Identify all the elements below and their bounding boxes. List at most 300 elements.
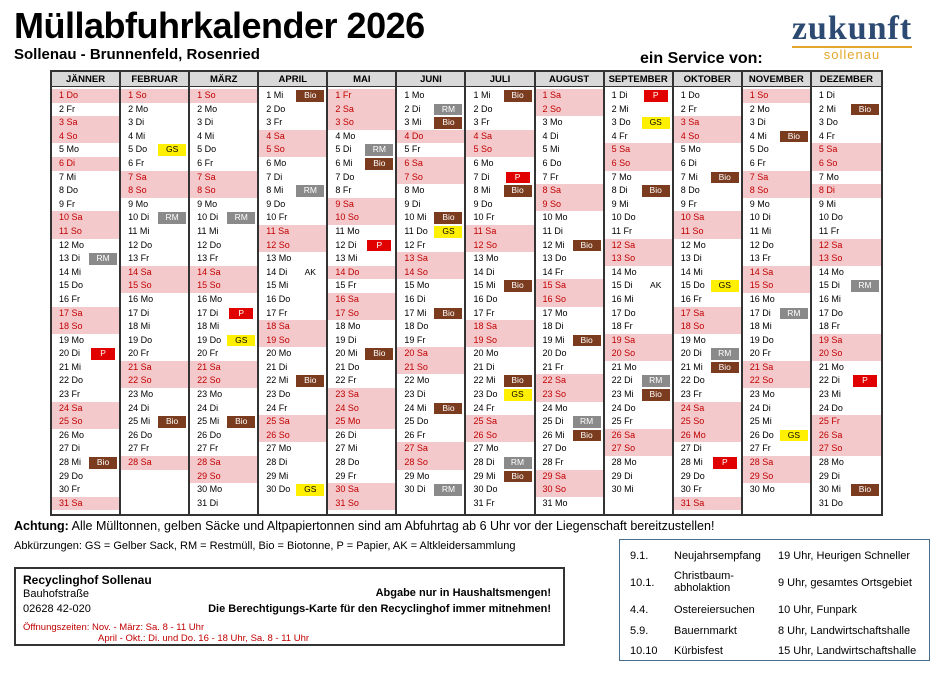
day-cell [536, 470, 603, 484]
collection-tag: Bio [89, 457, 117, 469]
day-cell [605, 361, 672, 375]
day-cell [536, 293, 603, 307]
day-cell [328, 266, 395, 280]
collection-tag: Bio [573, 430, 601, 442]
day-label: 14 Mo [611, 266, 637, 277]
day-cell [52, 361, 119, 375]
day-cell [605, 239, 672, 253]
day-cell [52, 374, 119, 388]
day-label: 6 Di [680, 157, 697, 168]
day-cell [397, 402, 464, 416]
day-label: 30 Mo [197, 484, 223, 495]
month-header: OKTOBER [674, 72, 741, 87]
day-label: 16 Do [473, 293, 498, 304]
day-cell [812, 279, 881, 293]
event-row [620, 546, 929, 566]
day-label: 27 Fr [749, 443, 771, 454]
day-label: 8 Do [59, 185, 79, 196]
day-label: 7 Fr [542, 171, 559, 182]
day-label: 19 Do [749, 334, 774, 345]
day-cell [536, 456, 603, 470]
day-cell [52, 130, 119, 144]
day-cell [466, 456, 533, 470]
day-label: 5 Mo [680, 144, 701, 155]
day-cell [52, 239, 119, 253]
day-label: 28 So [404, 457, 428, 468]
day-label: 27 Mo [266, 443, 292, 454]
day-cell [536, 334, 603, 348]
day-cell [190, 157, 257, 171]
day-cell [121, 279, 188, 293]
day-cell [605, 252, 672, 266]
day-cell [466, 89, 533, 103]
day-label: 27 Di [680, 443, 702, 454]
day-cell [259, 130, 326, 144]
day-cell [743, 334, 810, 348]
recycling-hours-1: Öffnungszeiten: Nov. - März: Sa. 8 - 11 Uhr [23, 622, 205, 633]
day-label: 13 So [818, 253, 843, 264]
day-label: 27 Fr [197, 443, 219, 454]
recycling-title: Recyclinghof Sollenau [23, 573, 152, 587]
day-cell [674, 198, 741, 212]
day-label: 3 So [335, 117, 354, 128]
day-label: 3 Di [128, 117, 145, 128]
day-cell [52, 143, 119, 157]
day-label: 5 Fr [404, 144, 421, 155]
month-header: DEZEMBER [812, 72, 881, 87]
day-cell [466, 198, 533, 212]
day-cell [466, 442, 533, 456]
day-label: 23 Sa [335, 389, 359, 400]
day-label: 2 Mi [818, 103, 836, 114]
day-cell [743, 89, 810, 103]
day-cell [328, 374, 395, 388]
day-label: 2 Fr [59, 103, 76, 114]
day-cell [259, 320, 326, 334]
day-cell [743, 429, 810, 443]
day-cell [259, 157, 326, 171]
day-label: 21 Do [335, 361, 360, 372]
day-label: 4 Sa [266, 130, 285, 141]
month-header: JULI [466, 72, 533, 87]
day-label: 27 Fr [128, 443, 150, 454]
day-label: 16 Fr [59, 293, 81, 304]
day-label: 14 Mi [59, 266, 82, 277]
event-info: 19 Uhr, Heurigen Schneller [778, 550, 911, 562]
day-label: 4 Fr [611, 130, 628, 141]
day-cell [605, 456, 672, 470]
day-cell [466, 374, 533, 388]
day-label: 29 Do [680, 470, 705, 481]
day-label: 28 Do [335, 457, 360, 468]
day-label: 18 Do [404, 321, 429, 332]
day-cell [466, 130, 533, 144]
day-label: 21 Mo [818, 361, 844, 372]
day-label: 12 Di [335, 239, 357, 250]
day-cell [121, 198, 188, 212]
day-label: 4 Mi [749, 130, 767, 141]
day-label: 11 Sa [266, 225, 290, 236]
day-label: 24 Sa [680, 402, 705, 413]
day-label: 16 Mo [749, 293, 775, 304]
collection-tag: GS [642, 117, 670, 129]
day-label: 28 Mi [59, 457, 82, 468]
day-cell [605, 198, 672, 212]
day-cell [743, 184, 810, 198]
day-label: 18 Mo [335, 321, 361, 332]
day-cell [121, 266, 188, 280]
day-cell [743, 198, 810, 212]
day-cell [190, 184, 257, 198]
month-column [743, 72, 812, 514]
day-cell [190, 442, 257, 456]
day-label: 18 So [59, 321, 83, 332]
day-cell [812, 307, 881, 321]
events-box [619, 539, 930, 661]
day-cell [397, 130, 464, 144]
day-label: 10 Fr [266, 212, 288, 223]
day-cell [397, 361, 464, 375]
day-label: 24 Di [749, 402, 771, 413]
month-column [121, 72, 190, 514]
day-cell [397, 483, 464, 497]
day-label: 9 Fr [680, 198, 697, 209]
day-cell [674, 307, 741, 321]
day-label: 11 Mi [128, 225, 150, 236]
day-cell [52, 320, 119, 334]
day-label: 29 Mi [473, 470, 496, 481]
day-label: 12 Mi [542, 239, 565, 250]
day-cell [328, 320, 395, 334]
recycling-hours-2: April - Okt.: Di. und Do. 16 - 18 Uhr, Sa. 8 - 11 Uhr [98, 633, 310, 644]
day-label: 29 So [749, 470, 774, 481]
day-cell [328, 361, 395, 375]
day-label: 2 Mo [749, 103, 770, 114]
day-label: 25 Fr [818, 416, 840, 427]
day-cell [812, 402, 881, 416]
day-label: 17 Do [611, 307, 636, 318]
day-cell [812, 225, 881, 239]
day-label: 8 Fr [335, 185, 352, 196]
day-cell [605, 89, 672, 103]
day-cell [52, 347, 119, 361]
day-cell [674, 347, 741, 361]
day-label: 3 Di [197, 117, 214, 128]
month-header: SEPTEMBER [605, 72, 672, 87]
collection-tag: Bio [296, 90, 324, 102]
day-cell [674, 497, 741, 511]
month-header: MÄRZ [190, 72, 257, 87]
day-label: 27 Do [542, 443, 567, 454]
day-cell [605, 320, 672, 334]
day-label: 30 Do [473, 484, 498, 495]
day-cell [259, 483, 326, 497]
day-label: 14 Sa [128, 266, 152, 277]
day-cell [328, 388, 395, 402]
day-cell [466, 497, 533, 511]
day-label: 25 Mi [197, 416, 220, 427]
day-label: 21 Sa [749, 361, 774, 372]
day-label: 16 Fr [680, 293, 702, 304]
day-label: 18 Di [542, 321, 564, 332]
day-label: 27 So [611, 443, 636, 454]
day-cell [812, 334, 881, 348]
day-label: 10 Mi [404, 212, 427, 223]
day-label: 22 Mi [473, 375, 496, 386]
day-label: 21 So [404, 361, 428, 372]
day-label: 1 Fr [335, 90, 352, 100]
day-label: 5 Sa [818, 144, 838, 155]
day-label: 7 Mo [818, 171, 839, 182]
day-cell [121, 456, 188, 470]
day-label: 1 Sa [542, 90, 562, 100]
day-label: 5 Mi [542, 144, 560, 155]
day-cell [466, 470, 533, 484]
day-label: 19 Di [335, 334, 357, 345]
day-cell [121, 347, 188, 361]
day-cell [190, 429, 257, 443]
day-cell [190, 334, 257, 348]
calendar-grid [50, 70, 883, 516]
day-cell [605, 211, 672, 225]
collection-tag: Bio [711, 172, 739, 184]
day-cell [605, 442, 672, 456]
day-label: 16 Mo [128, 293, 154, 304]
day-label: 24 Mo [542, 402, 568, 413]
day-label: 11 Fr [611, 225, 632, 236]
day-label: 4 So [680, 130, 700, 141]
day-label: 15 Sa [542, 280, 567, 291]
month-header: FEBRUAR [121, 72, 188, 87]
day-label: 30 Sa [335, 484, 359, 495]
day-cell [190, 143, 257, 157]
day-label: 2 Mi [611, 103, 629, 114]
day-cell [743, 171, 810, 185]
day-cell [397, 225, 464, 239]
day-cell [674, 402, 741, 416]
day-cell [812, 239, 881, 253]
day-label: 9 Mi [611, 198, 629, 209]
day-cell [536, 103, 603, 117]
day-cell [536, 388, 603, 402]
day-label: 26 Mo [680, 429, 706, 440]
day-cell [121, 211, 188, 225]
event-date: 4.4. [630, 604, 649, 616]
day-cell [397, 334, 464, 348]
collection-tag: RM [434, 484, 462, 496]
abbreviations: Abkürzungen: GS = Gelber Sack, RM = Restmüll, Bio = Biotonne, P = Papier, AK = Altkleidersammlung [14, 540, 516, 552]
day-label: 12 So [473, 239, 497, 250]
day-cell [328, 184, 395, 198]
collection-tag: RM [642, 375, 670, 387]
page-subtitle: Sollenau - Brunnenfeld, Rosenried [14, 46, 260, 63]
day-label: 22 So [128, 375, 152, 386]
day-cell [466, 116, 533, 130]
day-cell [674, 211, 741, 225]
collection-tag: P [506, 172, 530, 184]
day-cell [121, 171, 188, 185]
day-cell [536, 116, 603, 130]
day-label: 8 So [749, 185, 769, 196]
day-cell [812, 157, 881, 171]
day-cell [397, 143, 464, 157]
event-info: 15 Uhr, Landwirtschaftshalle [778, 645, 917, 657]
day-label: 15 So [128, 280, 152, 291]
day-label: 29 Mi [266, 470, 289, 481]
day-cell [328, 225, 395, 239]
day-label: 13 Di [59, 253, 81, 264]
day-cell [743, 279, 810, 293]
day-cell [190, 456, 257, 470]
day-cell [674, 266, 741, 280]
day-cell [466, 143, 533, 157]
day-label: 12 Do [197, 239, 222, 250]
day-cell [190, 89, 257, 103]
day-label: 11 Di [542, 225, 563, 236]
day-label: 18 Mi [749, 321, 772, 332]
day-label: 29 Sa [542, 470, 567, 481]
day-cell [328, 442, 395, 456]
collection-tag: RM [573, 416, 601, 428]
day-label: 13 Sa [404, 253, 428, 264]
day-label: 7 Sa [749, 171, 769, 182]
day-cell [466, 293, 533, 307]
day-cell [397, 374, 464, 388]
day-cell [674, 429, 741, 443]
day-label: 1 So [749, 90, 769, 100]
day-label: 26 Sa [611, 429, 636, 440]
event-name: Bauernmarkt [674, 625, 737, 637]
day-label: 19 So [473, 334, 497, 345]
month-column [812, 72, 881, 514]
day-cell [605, 184, 672, 198]
day-cell [743, 252, 810, 266]
day-label: 30 Fr [680, 484, 702, 495]
day-label: 27 Di [59, 443, 81, 454]
day-cell [605, 279, 672, 293]
day-label: 29 So [197, 470, 221, 481]
day-cell [812, 497, 881, 511]
day-cell [812, 143, 881, 157]
day-label: 31 Sa [59, 497, 83, 508]
day-cell [190, 211, 257, 225]
collection-tag: P [367, 240, 391, 252]
day-cell [52, 497, 119, 511]
day-cell [52, 266, 119, 280]
month-column [397, 72, 466, 514]
day-label: 26 Di [335, 429, 357, 440]
day-cell [605, 266, 672, 280]
day-label: 7 Sa [197, 171, 216, 182]
month-column [536, 72, 605, 514]
day-cell [259, 266, 326, 280]
day-label: 16 Do [266, 293, 291, 304]
day-label: 4 Mi [128, 130, 146, 141]
day-label: 10 Mo [542, 212, 568, 223]
day-label: 12 Mo [680, 239, 706, 250]
day-cell [743, 347, 810, 361]
collection-tag: AK [304, 266, 316, 277]
day-cell [536, 157, 603, 171]
day-label: 1 Di [611, 90, 628, 100]
day-label: 2 Do [266, 103, 286, 114]
day-label: 24 Fr [266, 402, 288, 413]
day-cell [52, 470, 119, 484]
collection-tag: Bio [573, 335, 601, 347]
event-name: Christbaum-abholaktion [674, 570, 734, 594]
day-label: 19 Do [197, 334, 222, 345]
collection-tag: Bio [711, 362, 739, 374]
day-label: 24 Mi [404, 402, 427, 413]
day-label: 3 Fr [266, 117, 283, 128]
day-cell [605, 143, 672, 157]
day-label: 29 Di [611, 470, 633, 481]
day-label: 18 So [680, 321, 705, 332]
day-cell [259, 293, 326, 307]
day-cell [397, 388, 464, 402]
day-label: 8 Mi [473, 185, 491, 196]
day-label: 2 Mo [128, 103, 149, 114]
day-label: 20 So [611, 348, 636, 359]
day-label: 3 Mi [404, 117, 422, 128]
day-cell [743, 211, 810, 225]
day-cell [743, 157, 810, 171]
day-label: 5 So [266, 144, 285, 155]
day-cell [397, 279, 464, 293]
day-label: 17 Fr [266, 307, 288, 318]
day-label: 3 Sa [59, 117, 78, 128]
collection-tag: RM [89, 253, 117, 265]
day-label: 25 Mo [335, 416, 361, 427]
month-column [605, 72, 674, 514]
collection-tag: Bio [296, 375, 324, 387]
day-cell [466, 225, 533, 239]
day-cell [190, 361, 257, 375]
day-label: 28 Sa [128, 457, 152, 468]
day-cell [812, 252, 881, 266]
day-label: 23 Mo [197, 389, 223, 400]
day-cell [328, 211, 395, 225]
day-cell [52, 456, 119, 470]
day-label: 16 Di [404, 293, 426, 304]
day-cell [743, 483, 810, 497]
day-label: 15 Mi [473, 280, 496, 291]
event-name: Ostereiersuchen [674, 604, 755, 616]
collection-tag: RM [851, 280, 879, 292]
day-cell [259, 116, 326, 130]
day-cell [536, 307, 603, 321]
event-row [620, 621, 929, 641]
day-cell [52, 483, 119, 497]
day-cell [536, 402, 603, 416]
day-cell [397, 184, 464, 198]
day-label: 10 Di [128, 212, 150, 223]
day-label: 11 Mo [335, 225, 360, 236]
day-label: 11 So [680, 225, 704, 236]
day-cell [605, 157, 672, 171]
day-label: 10 Do [818, 212, 843, 223]
recycling-note-1: Abgabe nur in Haushaltsmengen! [375, 587, 551, 599]
recycling-phone: 02628 42-020 [23, 603, 91, 615]
day-cell [328, 307, 395, 321]
day-cell [121, 130, 188, 144]
day-cell [328, 252, 395, 266]
day-cell [397, 239, 464, 253]
day-cell [466, 184, 533, 198]
day-cell [674, 442, 741, 456]
day-cell [466, 103, 533, 117]
day-label: 24 Do [818, 402, 843, 413]
